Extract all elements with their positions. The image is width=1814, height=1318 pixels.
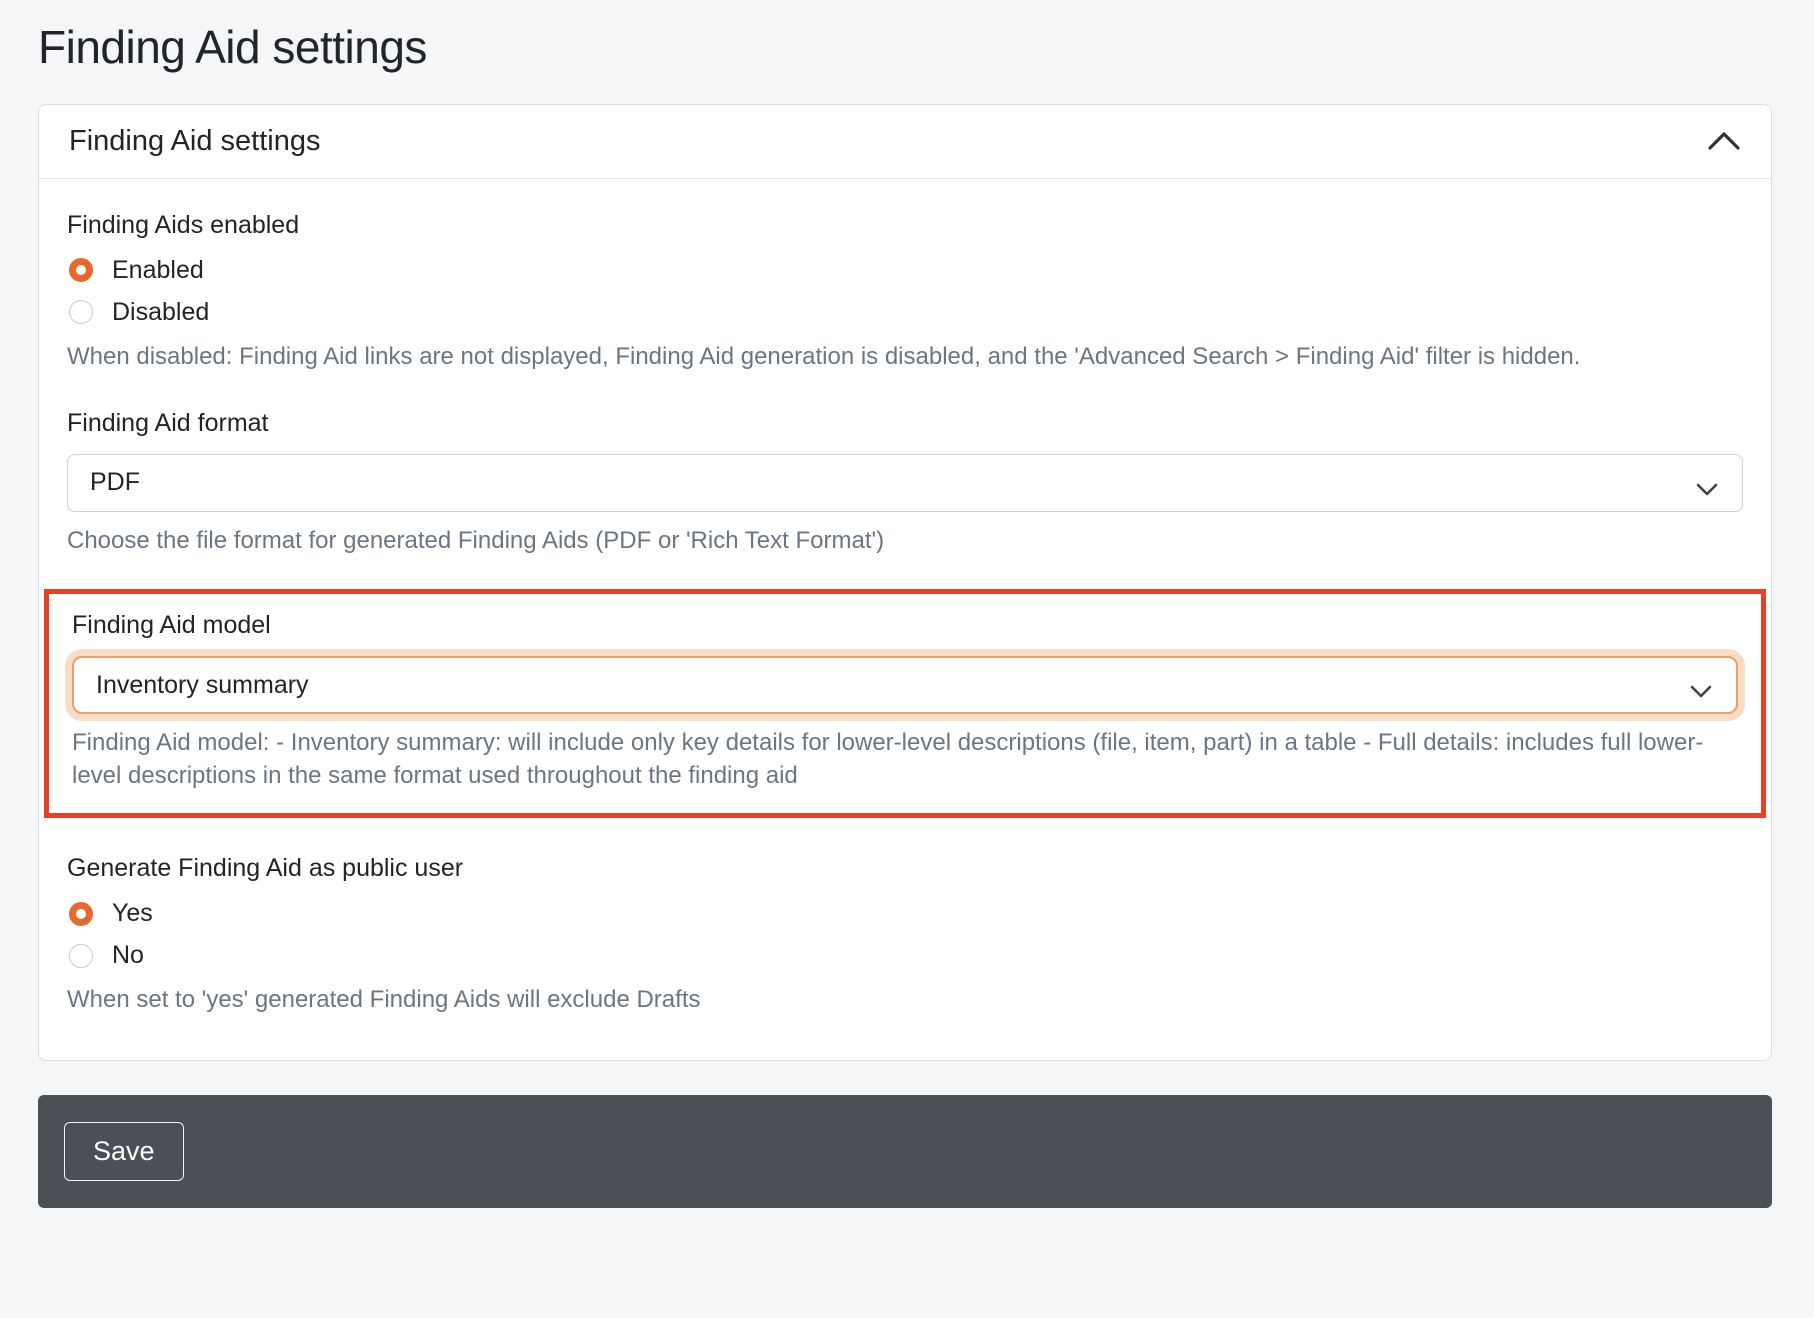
radio-option-disabled[interactable] <box>69 298 1743 327</box>
radio-option-enabled[interactable] <box>69 256 1743 285</box>
radio-label: Yes <box>112 899 153 928</box>
annotation-highlight-box <box>44 589 1766 818</box>
help-text: When disabled: Finding Aid links are not displayed, Finding Aid generation is disabled, and the 'Advanced Search > Finding Aid' filter is hidden. <box>67 342 1581 370</box>
radio-selected-icon[interactable] <box>69 902 93 926</box>
radio-option-no[interactable] <box>69 941 1743 970</box>
radio-selected-icon[interactable] <box>69 258 93 282</box>
radio-option-yes[interactable] <box>69 899 1743 928</box>
select-value: Inventory summary <box>96 670 309 699</box>
field-label: Generate Finding Aid as public user <box>67 854 464 883</box>
save-button[interactable]: Save <box>64 1122 184 1181</box>
radio-label: Enabled <box>112 255 204 284</box>
panel-title: Finding Aid settings <box>69 124 321 157</box>
field-label: Finding Aids enabled <box>67 210 300 239</box>
field-label: Finding Aid format <box>67 408 269 437</box>
finding-aid-model-select[interactable] <box>72 656 1738 714</box>
chevron-up-icon[interactable] <box>1707 130 1741 152</box>
field-finding-aids-enabled <box>67 211 1743 373</box>
finding-aid-settings-panel <box>38 104 1772 1062</box>
panel-header[interactable] <box>39 105 1771 179</box>
field-generate-as-public-user <box>67 854 1743 1016</box>
help-text: Choose the file format for generated Finding Aids (PDF or 'Rich Text Format') <box>67 526 885 554</box>
help-text: When set to 'yes' generated Finding Aids will exclude Drafts <box>67 986 701 1014</box>
help-text: Finding Aid model: - Inventory summary: will include only key details for lower-level descriptions (file, item, part) in a table - Full details: includes full lower-level descriptions in the same format used throughout the finding aid <box>72 729 1704 790</box>
field-finding-aid-model <box>72 611 1738 792</box>
panel-body <box>39 179 1771 1061</box>
action-bar <box>38 1095 1772 1208</box>
radio-label: No <box>112 941 144 970</box>
radio-unselected-icon[interactable] <box>69 944 93 968</box>
radio-label: Disabled <box>112 297 210 326</box>
field-finding-aid-format <box>67 409 1743 557</box>
chevron-down-icon <box>1696 475 1718 490</box>
field-label: Finding Aid model <box>72 611 271 640</box>
radio-unselected-icon[interactable] <box>69 300 93 324</box>
select-value: PDF <box>90 468 140 497</box>
page-title: Finding Aid settings <box>38 21 427 73</box>
finding-aid-format-select[interactable] <box>67 454 1743 512</box>
chevron-down-icon <box>1690 677 1712 692</box>
